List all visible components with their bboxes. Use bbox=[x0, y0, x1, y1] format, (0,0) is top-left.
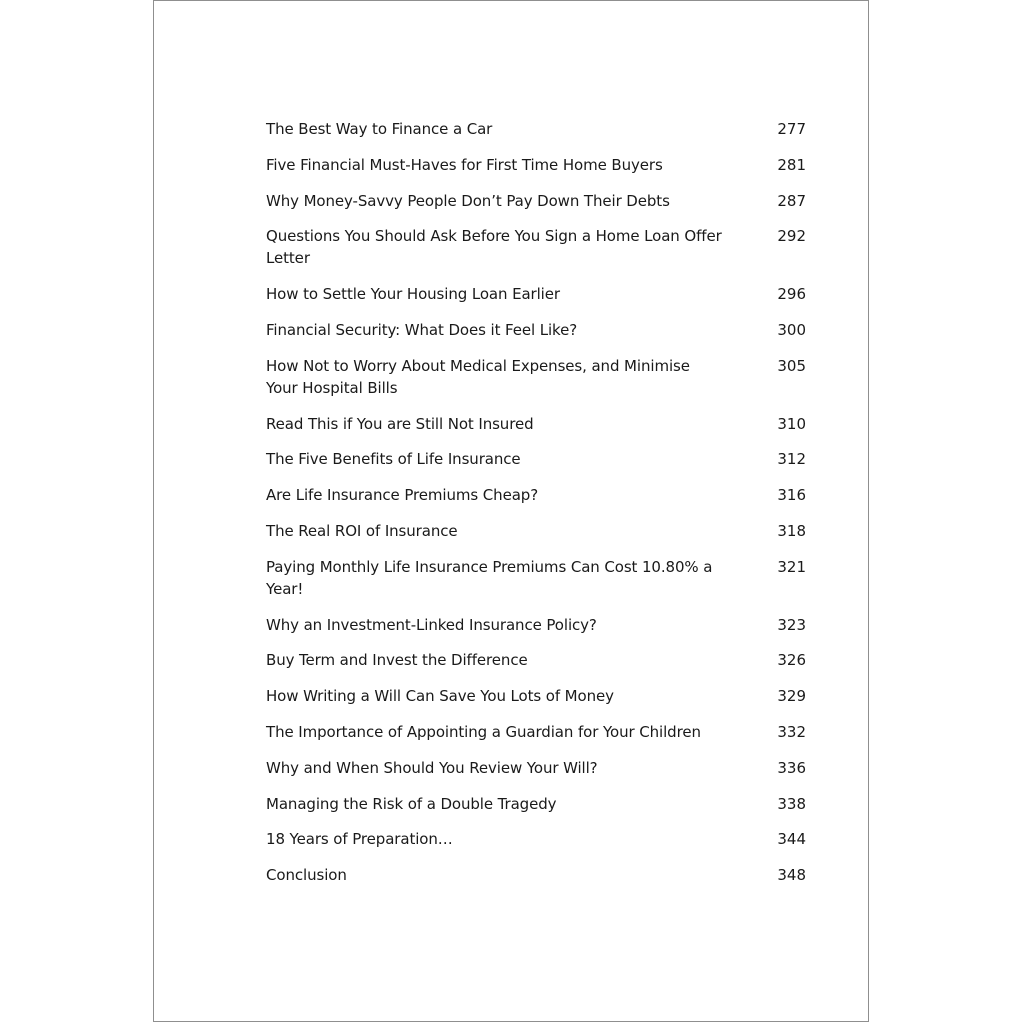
toc-entry-page-number: 338 bbox=[777, 794, 806, 813]
toc-entry-page-number: 300 bbox=[777, 320, 806, 339]
toc-entry-page-number: 329 bbox=[777, 687, 806, 706]
toc-entry-title: Paying Monthly Life Insurance Premiums Can Cost 10.80% a Year! bbox=[266, 557, 713, 598]
toc-entry[interactable] bbox=[266, 520, 806, 542]
toc-entry-title: Five Financial Must-Haves for First Time Home Buyers bbox=[266, 155, 663, 174]
toc-entry-page-number: 281 bbox=[777, 155, 806, 174]
toc-entry-title: The Real ROI of Insurance bbox=[266, 521, 458, 540]
toc-entry-title: The Importance of Appointing a Guardian for Your Children bbox=[266, 722, 701, 741]
toc-entry-title: How Not to Worry About Medical Expenses, and Minimise Your Hospital Bills bbox=[266, 356, 690, 397]
toc-entry[interactable] bbox=[266, 225, 806, 269]
toc-entry[interactable] bbox=[266, 413, 806, 435]
toc-entry-title: How Writing a Will Can Save You Lots of Money bbox=[266, 687, 614, 706]
toc-entry-page-number: 336 bbox=[777, 758, 806, 777]
toc-entry-title: Conclusion bbox=[266, 866, 347, 885]
toc-entry-title: Why an Investment-Linked Insurance Policy? bbox=[266, 615, 597, 634]
toc-entry[interactable] bbox=[266, 556, 806, 600]
toc-entry[interactable] bbox=[266, 793, 806, 815]
toc-entry-title: The Five Benefits of Life Insurance bbox=[266, 450, 521, 469]
toc-entry-title: How to Settle Your Housing Loan Earlier bbox=[266, 285, 560, 304]
toc-entry-page-number: 318 bbox=[777, 521, 806, 540]
table-of-contents bbox=[266, 118, 806, 900]
toc-entry[interactable] bbox=[266, 283, 806, 305]
toc-entry-title: Why Money-Savvy People Don’t Pay Down Their Debts bbox=[266, 191, 670, 210]
toc-entry[interactable] bbox=[266, 355, 806, 399]
toc-entry-page-number: 316 bbox=[777, 486, 806, 505]
toc-entry[interactable] bbox=[266, 864, 806, 886]
toc-entry[interactable] bbox=[266, 614, 806, 636]
toc-entry-page-number: 321 bbox=[777, 557, 806, 576]
toc-entry-page-number: 277 bbox=[777, 120, 806, 138]
toc-entry[interactable] bbox=[266, 448, 806, 470]
toc-entry-page-number: 323 bbox=[777, 615, 806, 634]
toc-entry-title: Managing the Risk of a Double Tragedy bbox=[266, 794, 557, 813]
toc-entry-title: 18 Years of Preparation… bbox=[266, 830, 453, 849]
toc-entry-title: Are Life Insurance Premiums Cheap? bbox=[266, 486, 539, 505]
toc-entry-title: Buy Term and Invest the Difference bbox=[266, 651, 528, 670]
toc-entry-title: Questions You Should Ask Before You Sign a Home Loan Offer Letter bbox=[266, 227, 722, 268]
toc-entry-page-number: 344 bbox=[777, 830, 806, 849]
toc-entry-title: Read This if You are Still Not Insured bbox=[266, 414, 534, 433]
toc-entry[interactable] bbox=[266, 757, 806, 779]
toc-entry-page-number: 287 bbox=[777, 191, 806, 210]
toc-entry[interactable] bbox=[266, 484, 806, 506]
toc-entry-title: The Best Way to Finance a Car bbox=[266, 120, 493, 138]
toc-entry-page-number: 305 bbox=[777, 356, 806, 375]
toc-entry-page-number: 332 bbox=[777, 722, 806, 741]
toc-entry[interactable] bbox=[266, 828, 806, 850]
toc-entry[interactable] bbox=[266, 118, 806, 140]
toc-entry-title: Financial Security: What Does it Feel Like? bbox=[266, 320, 578, 339]
toc-entry-page-number: 326 bbox=[777, 651, 806, 670]
toc-entry[interactable] bbox=[266, 649, 806, 671]
toc-entry-title: Why and When Should You Review Your Will? bbox=[266, 758, 598, 777]
toc-entry-page-number: 348 bbox=[777, 866, 806, 885]
toc-entry-page-number: 292 bbox=[777, 227, 806, 246]
toc-entry[interactable] bbox=[266, 190, 806, 212]
toc-entry[interactable] bbox=[266, 685, 806, 707]
toc-entry[interactable] bbox=[266, 154, 806, 176]
toc-entry[interactable] bbox=[266, 721, 806, 743]
toc-entry-page-number: 312 bbox=[777, 450, 806, 469]
toc-entry-page-number: 310 bbox=[777, 414, 806, 433]
toc-entry[interactable] bbox=[266, 319, 806, 341]
toc-entry-page-number: 296 bbox=[777, 285, 806, 304]
